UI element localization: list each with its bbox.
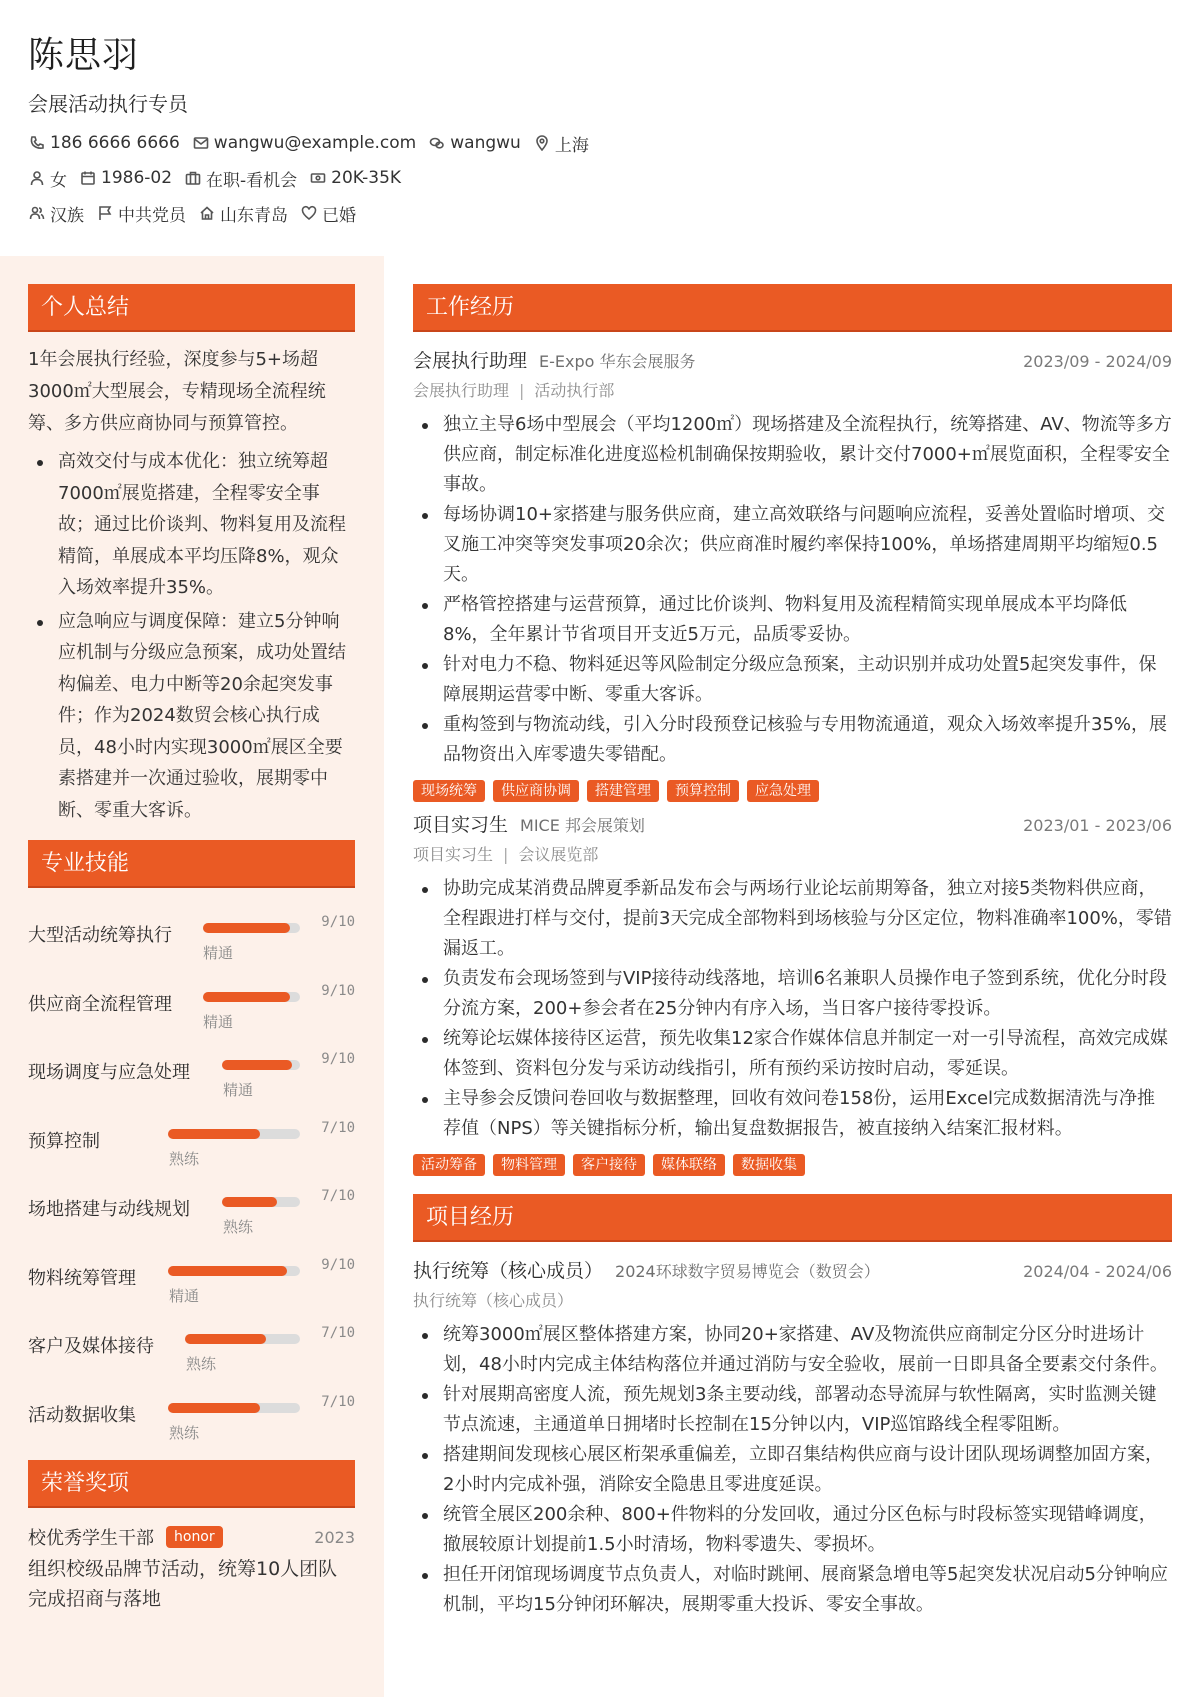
info-politics: 中共党员 [96, 201, 186, 226]
contact-row-2 [28, 165, 1200, 191]
skill-tag: 数据收集 [733, 1154, 805, 1176]
skills-list [28, 902, 355, 1450]
award-item [28, 1522, 355, 1614]
skill-bar-fill [222, 1060, 292, 1070]
main-content [413, 256, 1172, 1620]
skill-bar-fill [222, 1197, 277, 1207]
skill-bar [168, 1266, 300, 1276]
project-date: 2024/04 - 2024/06 [1023, 1262, 1172, 1281]
job-point: 每场协调10+家搭建与服务供应商，建立高效联络与问题响应流程，妥善处置临时增项、交叉施工冲突等突发事项20余次；供应商准时履约率保持100%，单场搭建周期平均缩短0.5天。 [413, 500, 1172, 590]
award-tag: honor [166, 1526, 223, 1548]
project-name: 2024环球数字贸易博览会（数贸会） [615, 1262, 880, 1281]
skill-level: 精通 [223, 1081, 254, 1099]
info-location: 上海 [533, 131, 589, 156]
job-company: MICE 邦会展策划 [520, 816, 645, 835]
skill-row [28, 1382, 355, 1451]
contact-info [28, 130, 1200, 226]
project-point: 针对展期高密度人流，预先规划3条主要动线，部署动态导流屏与软性隔离，实时监测关键节点流速，主通道单日拥堵时长控制在15分钟以内，VIP巡馆路线全程零阻断。 [413, 1380, 1172, 1440]
heart-icon [300, 204, 318, 222]
home-icon [198, 204, 216, 222]
job-points [413, 410, 1172, 770]
skill-score: 7/10 [321, 1119, 355, 1136]
job-role: 会展执行助理 [413, 350, 528, 372]
info-email[interactable]: wangwu@example.com [192, 133, 416, 153]
skill-score: 9/10 [321, 1051, 355, 1067]
award-name: 校优秀学生干部 [28, 1528, 154, 1549]
flag-icon [96, 204, 114, 222]
location-icon [533, 134, 551, 152]
skill-row [28, 1313, 355, 1382]
skill-name: 客户及媒体接待 [28, 1336, 154, 1357]
project-role: 执行统筹（核心成员） [413, 1260, 604, 1282]
job-point: 协助完成某消费品牌夏季新品发布会与两场行业论坛前期筹备，独立对接5类物料供应商，全程跟进打样与交付，提前3天完成全部物料到场核验与分区定位，物料准确率100%，零错漏返工。 [413, 874, 1172, 964]
job-subtitle: 会展执行助理 | 活动执行部 [413, 381, 615, 400]
skill-level: 精通 [203, 944, 234, 962]
info-marital: 已婚 [300, 201, 356, 226]
skill-bar-fill [203, 992, 290, 1002]
skills-section-title: 专业技能 [28, 840, 355, 888]
sidebar [0, 256, 384, 1697]
job-subtitle: 项目实习生 | 会议展览部 [413, 845, 599, 864]
skill-bar [168, 1403, 300, 1413]
awards-section-title: 荣誉奖项 [28, 1460, 355, 1508]
skill-name: 场地搭建与动线规划 [28, 1199, 190, 1220]
job-point: 针对电力不稳、物料延迟等风险制定分级应急预案，主动识别并成功处置5起突发事件，保障展期运营零中断、零重大客诉。 [413, 650, 1172, 710]
info-status: 在职-看机会 [184, 166, 297, 191]
skill-level: 精通 [169, 1286, 200, 1305]
project-point: 统筹3000㎡展区整体搭建方案，协同20+家搭建、AV及物流供应商制定分区分时进场计划，48小时内完成主体结构落位并通过消防与安全验收，展前一日即具备全要素交付条件。 [413, 1320, 1172, 1380]
skill-bar-fill [168, 1129, 260, 1139]
skill-row [28, 1176, 355, 1245]
skill-name: 活动数据收集 [28, 1404, 136, 1426]
skill-bar-fill [185, 1334, 266, 1344]
skill-name: 现场调度与应急处理 [28, 1062, 190, 1083]
skill-row [28, 902, 355, 971]
job-role: 项目实习生 [413, 814, 509, 836]
project-point: 统管全展区200余种、800+件物料的分发回收，通过分区色标与时段标签实现错峰调度，撤展较原计划提前1.5小时清场，物料零遗失、零损坏。 [413, 1500, 1172, 1560]
skill-row [28, 971, 355, 1040]
contact-row-3 [28, 200, 1200, 226]
skill-tag: 物料管理 [493, 1154, 565, 1176]
job-points [413, 874, 1172, 1144]
skill-bar [222, 1060, 300, 1070]
summary-text: 1年会展执行经验，深度参与5+场超3000㎡大型展会，专精现场全流程统筹、多方供应商协同与预算管控。 [28, 349, 326, 434]
skill-score: 7/10 [321, 1393, 355, 1410]
job-point: 负责发布会现场签到与VIP接待动线落地，培训6名兼职人员操作电子签到系统，优化分时段分流方案，200+参会者在25分钟内有序入场，当日客户接待零投诉。 [413, 964, 1172, 1024]
job-point: 独立主导6场中型展会（平均1200㎡）现场搭建及全流程执行，统筹搭建、AV、物流等多方供应商，制定标准化进度巡检机制确保按期验收，累计交付7000+㎡展览面积，全程零安全事故。 [413, 410, 1172, 500]
work-section-title: 工作经历 [413, 284, 1172, 332]
phone-icon [28, 134, 46, 152]
award-desc: 组织校级品牌节活动，统筹10人团队完成招商与落地 [28, 1558, 338, 1610]
skill-level: 精通 [203, 1012, 234, 1031]
skill-tag: 现场统筹 [413, 780, 485, 802]
job-point: 统筹论坛媒体接待区运营，预先收集12家合作媒体信息并制定一对一引导流程，高效完成媒体签到、资料包分发与采访动线指引，所有预约采访按时启动，零延误。 [413, 1024, 1172, 1084]
skill-score: 9/10 [321, 982, 355, 999]
project-points [413, 1320, 1172, 1620]
job-date: 2023/09 - 2024/09 [1023, 352, 1172, 371]
job-entry [413, 346, 1172, 802]
summary-point: 高效交付与成本优化：独立统筹超7000㎡展览搭建，全程零安全事故；通过比价谈判、物料复用及流程精简，单展成本平均压降8%，观众入场效率提升35%。 [28, 446, 355, 604]
skill-name: 大型活动统筹执行 [28, 925, 172, 946]
wechat-icon [428, 134, 446, 152]
skill-row [28, 1108, 355, 1177]
skill-name: 供应商全流程管理 [28, 993, 172, 1015]
skill-bar [222, 1197, 300, 1207]
info-gender: 女 [28, 166, 67, 191]
info-wechat: wangwu [428, 133, 521, 153]
job-date: 2023/01 - 2023/06 [1023, 816, 1172, 835]
salary-icon [309, 169, 327, 187]
skill-level: 熟练 [169, 1149, 200, 1168]
skill-bar [185, 1334, 300, 1344]
job-point: 严格管控搭建与运营预算，通过比价谈判、物料复用及流程精简实现单展成本平均降低8%，全年累计节省项目开支近5万元，品质零妥协。 [413, 590, 1172, 650]
project-entry [413, 1256, 1172, 1620]
skill-bar-fill [168, 1403, 260, 1413]
skill-tag: 供应商协调 [493, 780, 579, 802]
skill-bar [203, 992, 300, 1002]
skill-row [28, 1039, 355, 1108]
resume-header [0, 0, 1200, 256]
job-point: 主导参会反馈问卷回收与数据整理，回收有效问卷158份，运用Excel完成数据清洗与净推荐值（NPS）等关键指标分析，输出复盘数据报告，被直接纳入结案汇报材料。 [413, 1084, 1172, 1144]
job-tags [413, 1154, 1172, 1176]
info-phone: 186 6666 6666 [28, 133, 180, 153]
skill-level: 熟练 [186, 1355, 217, 1373]
candidate-name: 陈思羽 [28, 35, 140, 76]
skill-bar [203, 923, 300, 933]
skill-level: 熟练 [223, 1218, 254, 1236]
summary-section-title: 个人总结 [28, 284, 355, 332]
skill-bar [168, 1129, 300, 1139]
project-subtitle: 执行统筹（核心成员） [413, 1291, 574, 1310]
skill-score: 7/10 [321, 1188, 355, 1204]
skill-row [28, 1245, 355, 1314]
job-point: 重构签到与物流动线，引入分时段预登记核验与专用物流通道，观众入场效率提升35%，展品物资出入库零遗失零错配。 [413, 710, 1172, 770]
summary-points [28, 446, 355, 826]
project-point: 担任开闭馆现场调度节点负责人，对临时跳闸、展商紧急增电等5起突发状况启动5分钟响应机制，平均15分钟闭环解决，展期零重大投诉、零安全事故。 [413, 1560, 1172, 1620]
skill-tag: 预算控制 [667, 780, 739, 802]
calendar-icon [79, 169, 97, 187]
skill-tag: 应急处理 [747, 780, 819, 802]
award-date: 2023 [314, 1527, 355, 1547]
skill-score: 7/10 [321, 1325, 355, 1341]
job-entry [413, 810, 1172, 1176]
person-icon [28, 169, 46, 187]
job-tags [413, 780, 1172, 802]
skill-name: 物料统筹管理 [28, 1267, 136, 1289]
job-company: E-Expo 华东会展服务 [539, 352, 696, 371]
project-section-title: 项目经历 [413, 1194, 1172, 1242]
briefcase-icon [184, 169, 202, 187]
skill-level: 熟练 [169, 1423, 200, 1442]
candidate-title: 会展活动执行专员 [28, 92, 188, 116]
skill-tag: 搭建管理 [587, 780, 659, 802]
skill-tag: 客户接待 [573, 1154, 645, 1176]
skill-name: 预算控制 [28, 1130, 100, 1152]
mail-icon [192, 134, 210, 152]
skill-tag: 活动筹备 [413, 1154, 485, 1176]
contact-row-1 [28, 130, 1200, 156]
skill-bar-fill [203, 923, 290, 933]
info-birth: 1986-02 [79, 168, 172, 188]
skill-bar-fill [168, 1266, 287, 1276]
skill-score: 9/10 [321, 1256, 355, 1273]
project-point: 搭建期间发现核心展区桁架承重偏差，立即召集结构供应商与设计团队现场调整加固方案，2小时内完成补强，消除安全隐患且零进度延误。 [413, 1440, 1172, 1500]
skill-tag: 媒体联络 [653, 1154, 725, 1176]
people-icon [28, 204, 46, 222]
summary-point: 应急响应与调度保障：建立5分钟响应机制与分级应急预案，成功处置结构偏差、电力中断等20余起突发事件；作为2024数贸会核心执行成员，48小时内实现3000㎡展区全要素搭建并一次通过验收，展期零中断、零重大客诉。 [28, 606, 355, 827]
info-hometown: 山东青岛 [198, 201, 288, 226]
skill-score: 9/10 [321, 914, 355, 930]
info-ethnicity: 汉族 [28, 201, 84, 226]
info-salary: 20K-35K [309, 168, 401, 188]
